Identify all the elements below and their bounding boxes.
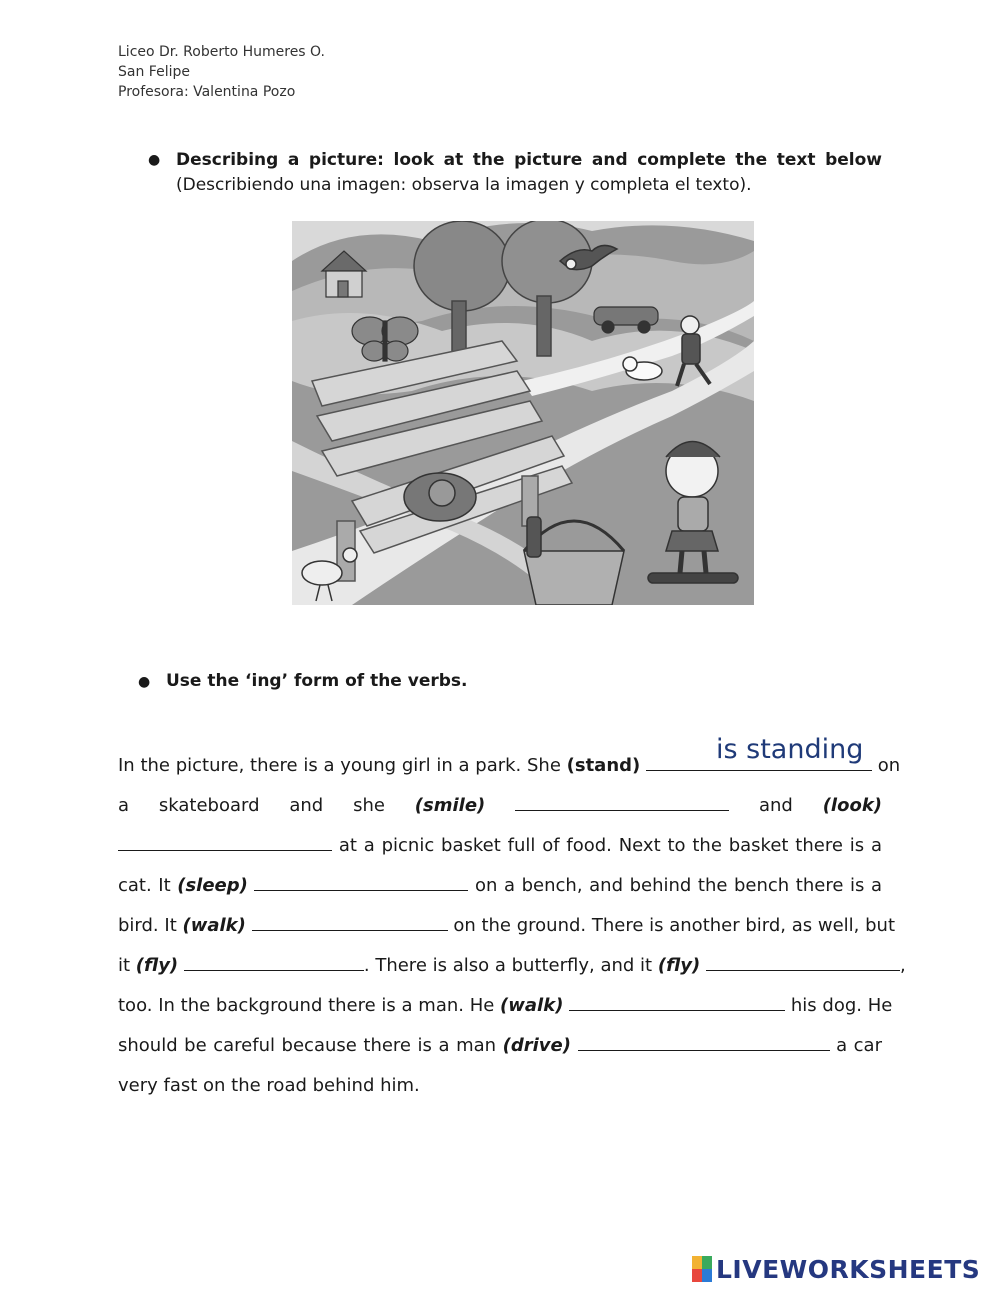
logo-square	[702, 1269, 712, 1282]
blank-drive[interactable]	[578, 1028, 830, 1051]
exercise-line-5: bird. It (walk) on the ground. There is another bird, as well, but	[118, 906, 882, 946]
teacher-name: Profesora: Valentina Pozo	[118, 84, 296, 100]
bullet-icon: ●	[138, 674, 151, 690]
logo-square	[702, 1256, 712, 1269]
ing-instruction	[138, 671, 467, 691]
verb-fly-1: (fly)	[135, 955, 179, 976]
logo-square	[692, 1256, 702, 1269]
city-name: San Felipe	[118, 64, 190, 80]
exercise-line-3: at a picnic basket full of food. Next to the basket there is a	[118, 826, 882, 866]
verb-smile: (smile)	[414, 795, 486, 816]
exercise-line-4: cat. It (sleep) on a bench, and behind the bench there is a	[118, 866, 882, 906]
verb-sleep: (sleep)	[177, 875, 248, 896]
exercise-line-9: very fast on the road behind him.	[118, 1075, 420, 1096]
verb-walk-2: (walk)	[500, 995, 564, 1016]
instruction-translation: (Describiendo una imagen: observa la imagen y completa el texto).	[176, 175, 752, 195]
bullet-icon: ●	[148, 152, 161, 168]
logo-square	[692, 1269, 702, 1282]
verb-walk-1: (walk)	[182, 915, 246, 936]
park-scene	[292, 221, 754, 605]
verb-fly-2: (fly)	[657, 955, 701, 976]
verb-drive: (drive)	[502, 1035, 571, 1056]
logo-text: LIVEWORKSHEETS	[716, 1254, 981, 1284]
exercise-line-6: it (fly) . There is also a butterfly, and it (fly) ,	[118, 946, 882, 986]
exercise-line-8: should be careful because there is a man (drive) a car	[118, 1026, 882, 1066]
school-name: Liceo Dr. Roberto Humeres O.	[118, 44, 325, 60]
picture-instruction	[148, 148, 882, 198]
blank-smile[interactable]	[515, 788, 729, 811]
exercise-line-2: a skateboard and she (smile) and (look)	[118, 786, 882, 826]
sleeping-cat	[404, 473, 476, 521]
blank-look[interactable]	[118, 828, 332, 851]
liveworksheets-logo[interactable]	[692, 1254, 980, 1284]
blank-stand[interactable]	[646, 734, 872, 771]
exercise-paragraph	[118, 734, 906, 1106]
verb-stand: (stand)	[566, 755, 641, 776]
exercise-line-7: too. In the background there is a man. He (walk) his dog. He	[118, 986, 882, 1026]
blank-sleep[interactable]	[254, 868, 468, 891]
answer-stand: is standing	[716, 734, 864, 765]
ing-instruction-text: Use the ‘ing’ form of the verbs.	[166, 671, 468, 691]
blank-fly-2[interactable]	[706, 948, 900, 971]
park-illustration	[292, 221, 754, 605]
blank-fly-1[interactable]	[184, 948, 364, 971]
document-header	[118, 42, 325, 102]
instruction-bold: Describing a picture: look at the picture and complete the text below	[176, 150, 882, 170]
verb-look: (look)	[822, 795, 883, 816]
blank-walk-1[interactable]	[252, 908, 448, 931]
blank-walk-2[interactable]	[569, 988, 785, 1011]
liveworksheets-logo-icon	[692, 1256, 712, 1282]
exercise-line-1: In the picture, there is a young girl in a park. She (stand) is standing on	[118, 746, 882, 786]
